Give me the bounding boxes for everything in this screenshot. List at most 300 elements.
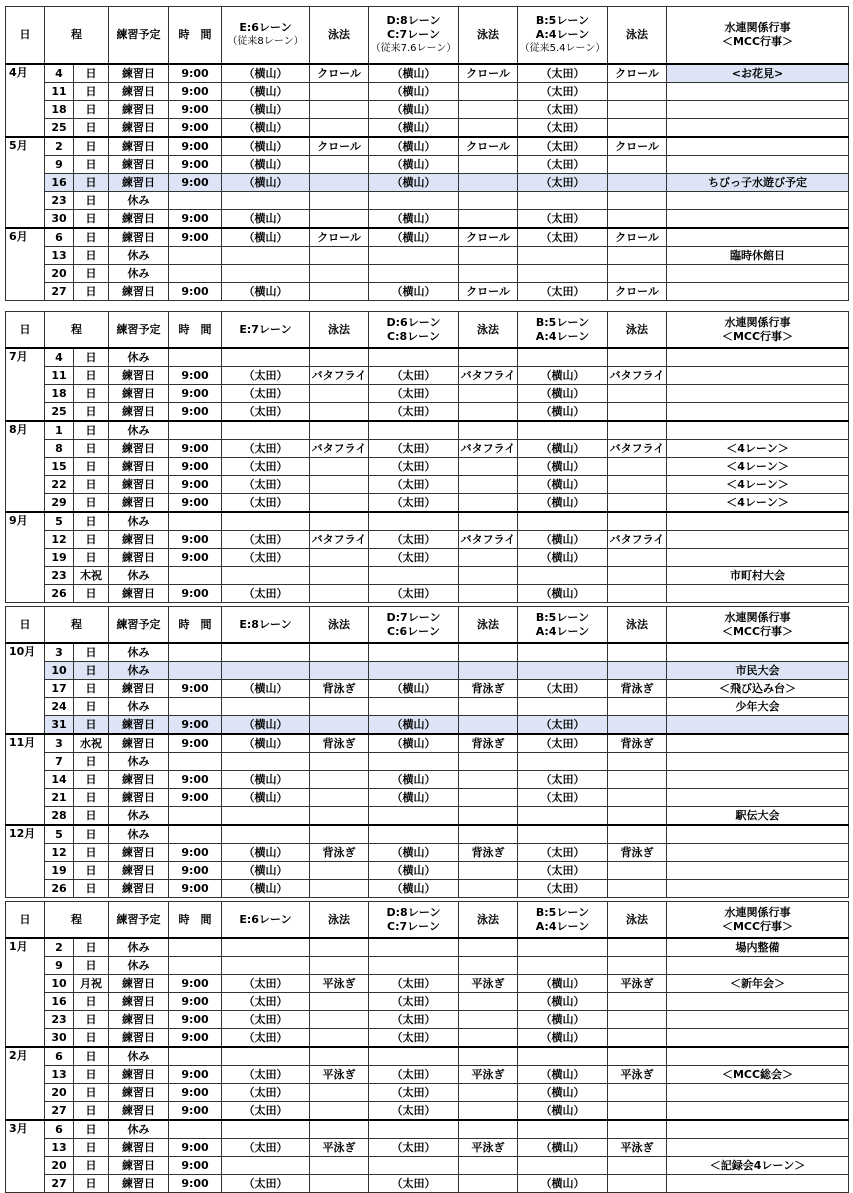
table-row — [6, 458, 849, 476]
stroke-cell — [310, 1029, 369, 1048]
stroke-cell — [608, 549, 667, 567]
stroke-cell — [310, 494, 369, 513]
event-cell: ＜新年会＞ — [667, 975, 849, 993]
stroke-cell — [459, 174, 518, 192]
time-cell: 9:00 — [169, 844, 222, 862]
time-cell — [169, 567, 222, 585]
time-cell — [169, 192, 222, 210]
weekday-cell: 日 — [74, 156, 109, 174]
stroke-cell — [459, 385, 518, 403]
stroke-cell — [608, 938, 667, 957]
event-cell: 市町村大会 — [667, 567, 849, 585]
stroke-cell — [310, 476, 369, 494]
lane-dc-coach: （横山） — [369, 862, 459, 880]
header-stroke: 泳法 — [310, 7, 369, 65]
stroke-cell — [459, 880, 518, 898]
stroke-cell — [608, 174, 667, 192]
day-cell: 4 — [45, 64, 74, 83]
stroke-cell — [459, 83, 518, 101]
lane-e-coach — [222, 192, 310, 210]
time-cell: 9:00 — [169, 1139, 222, 1157]
event-cell: ＜4レーン＞ — [667, 458, 849, 476]
header-time: 時 間 — [169, 7, 222, 65]
header-stroke: 泳法 — [459, 902, 518, 939]
plan-cell: 練習日 — [109, 174, 169, 192]
day-cell: 10 — [45, 662, 74, 680]
lane-e-coach: （太田） — [222, 1102, 310, 1121]
time-cell — [169, 938, 222, 957]
header-lane-e-line: E:8レーン — [239, 617, 292, 631]
header-events-line: 水連関係行事 — [724, 905, 791, 919]
header-plan: 練習予定 — [109, 902, 169, 939]
weekday-cell: 日 — [74, 385, 109, 403]
stroke-cell — [608, 753, 667, 771]
event-cell — [667, 1029, 849, 1048]
table-row — [6, 476, 849, 494]
weekday-cell: 日 — [74, 789, 109, 807]
weekday-cell: 日 — [74, 1047, 109, 1066]
lane-ba-coach — [518, 807, 608, 826]
time-cell — [169, 957, 222, 975]
lane-e-coach: （太田） — [222, 1175, 310, 1193]
table-row — [6, 993, 849, 1011]
plan-cell: 練習日 — [109, 137, 169, 156]
weekday-cell: 日 — [74, 1175, 109, 1193]
stroke-cell — [310, 210, 369, 229]
plan-cell: 練習日 — [109, 789, 169, 807]
lane-e-coach: （太田） — [222, 494, 310, 513]
time-cell: 9:00 — [169, 993, 222, 1011]
lane-dc-coach — [369, 348, 459, 367]
header-lane-dc-line: C:7レーン — [387, 919, 440, 933]
stroke-cell — [459, 156, 518, 174]
table-row — [6, 1157, 849, 1175]
table-row — [6, 1120, 849, 1139]
stroke-cell — [310, 938, 369, 957]
header-lane-ba-line: A:4レーン — [535, 624, 590, 638]
table-row — [6, 64, 849, 83]
lane-dc-coach: （横山） — [369, 771, 459, 789]
header-lane-ba — [518, 902, 608, 939]
stroke-cell — [310, 265, 369, 283]
lane-ba-coach — [518, 662, 608, 680]
weekday-cell: 日 — [74, 643, 109, 662]
table-row — [6, 228, 849, 247]
day-cell: 12 — [45, 844, 74, 862]
lane-ba-coach: （横山） — [518, 1139, 608, 1157]
lane-dc-coach — [369, 1157, 459, 1175]
day-cell: 13 — [45, 1066, 74, 1084]
header-lane-dc-line: D:8レーン — [386, 905, 441, 919]
event-cell — [667, 789, 849, 807]
weekday-cell: 日 — [74, 228, 109, 247]
lane-ba-coach: （横山） — [518, 458, 608, 476]
lane-e-coach: （横山） — [222, 137, 310, 156]
stroke-cell — [608, 1120, 667, 1139]
plan-cell: 練習日 — [109, 1011, 169, 1029]
plan-cell: 休み — [109, 512, 169, 531]
event-cell — [667, 210, 849, 229]
day-cell: 17 — [45, 680, 74, 698]
weekday-cell: 日 — [74, 421, 109, 440]
stroke-cell: 平泳ぎ — [459, 975, 518, 993]
lane-e-coach: （太田） — [222, 458, 310, 476]
lane-e-coach — [222, 938, 310, 957]
table-row — [6, 192, 849, 210]
table-row — [6, 119, 849, 138]
lane-e-coach: （横山） — [222, 101, 310, 119]
table-row — [6, 421, 849, 440]
time-cell — [169, 753, 222, 771]
event-cell — [667, 1139, 849, 1157]
time-cell — [169, 348, 222, 367]
lane-e-coach: （横山） — [222, 64, 310, 83]
day-cell: 2 — [45, 938, 74, 957]
header-lane-e — [222, 902, 310, 939]
stroke-cell: 背泳ぎ — [310, 844, 369, 862]
event-cell — [667, 137, 849, 156]
stroke-cell — [310, 771, 369, 789]
stroke-cell: バタフライ — [459, 367, 518, 385]
stroke-cell: 背泳ぎ — [608, 844, 667, 862]
lane-dc-coach: （太田） — [369, 1139, 459, 1157]
weekday-cell: 日 — [74, 825, 109, 844]
stroke-cell — [310, 1102, 369, 1121]
lane-ba-coach — [518, 957, 608, 975]
lane-ba-coach: （太田） — [518, 880, 608, 898]
day-cell: 20 — [45, 265, 74, 283]
stroke-cell: クロール — [459, 137, 518, 156]
lane-dc-coach — [369, 643, 459, 662]
header-date-b: 程 — [45, 312, 109, 349]
lane-dc-coach: （太田） — [369, 531, 459, 549]
table-row — [6, 494, 849, 513]
table-row — [6, 680, 849, 698]
stroke-cell — [459, 698, 518, 716]
stroke-cell — [608, 265, 667, 283]
weekday-cell: 日 — [74, 1066, 109, 1084]
time-cell: 9:00 — [169, 1175, 222, 1193]
lane-ba-coach — [518, 512, 608, 531]
lane-dc-coach: （太田） — [369, 975, 459, 993]
event-cell — [667, 993, 849, 1011]
plan-cell: 練習日 — [109, 283, 169, 301]
header-date-b: 程 — [45, 902, 109, 939]
plan-cell: 練習日 — [109, 64, 169, 83]
header-plan: 練習予定 — [109, 7, 169, 65]
lane-dc-coach: （太田） — [369, 367, 459, 385]
table-row — [6, 83, 849, 101]
stroke-cell — [459, 1157, 518, 1175]
stroke-cell — [608, 1029, 667, 1048]
stroke-cell — [459, 265, 518, 283]
lane-e-coach: （太田） — [222, 385, 310, 403]
lane-dc-coach — [369, 698, 459, 716]
day-cell: 11 — [45, 367, 74, 385]
weekday-cell: 日 — [74, 1120, 109, 1139]
header-lane-ba-line: B:5レーン — [535, 610, 590, 624]
stroke-cell — [310, 174, 369, 192]
lane-dc-coach — [369, 957, 459, 975]
stroke-cell — [608, 698, 667, 716]
plan-cell: 休み — [109, 957, 169, 975]
day-cell: 27 — [45, 1102, 74, 1121]
header-lane-ba — [518, 607, 608, 644]
table-row — [6, 531, 849, 549]
plan-cell: 練習日 — [109, 1029, 169, 1048]
stroke-cell: クロール — [608, 228, 667, 247]
time-cell: 9:00 — [169, 531, 222, 549]
time-cell: 9:00 — [169, 210, 222, 229]
stroke-cell — [310, 458, 369, 476]
stroke-cell — [459, 957, 518, 975]
lane-ba-coach: （太田） — [518, 789, 608, 807]
plan-cell: 練習日 — [109, 771, 169, 789]
lane-dc-coach: （横山） — [369, 228, 459, 247]
day-cell: 11 — [45, 83, 74, 101]
plan-cell: 休み — [109, 265, 169, 283]
lane-dc-coach: （横山） — [369, 880, 459, 898]
plan-cell: 休み — [109, 698, 169, 716]
event-cell — [667, 421, 849, 440]
table-row — [6, 567, 849, 585]
lane-ba-coach: （横山） — [518, 531, 608, 549]
header-stroke: 泳法 — [608, 312, 667, 349]
header-events-line: ＜MCC行事＞ — [721, 329, 794, 343]
weekday-cell: 日 — [74, 938, 109, 957]
plan-cell: 練習日 — [109, 716, 169, 735]
weekday-cell: 日 — [74, 348, 109, 367]
stroke-cell — [459, 789, 518, 807]
lane-e-coach — [222, 247, 310, 265]
header-date-a: 日 — [6, 607, 45, 644]
stroke-cell — [310, 83, 369, 101]
stroke-cell — [459, 938, 518, 957]
table-row — [6, 1084, 849, 1102]
lane-ba-coach: （横山） — [518, 585, 608, 603]
weekday-cell: 日 — [74, 549, 109, 567]
header-lane-dc — [369, 902, 459, 939]
lane-dc-coach: （横山） — [369, 83, 459, 101]
header-lane-e — [222, 7, 310, 65]
stroke-cell — [310, 753, 369, 771]
day-cell: 2 — [45, 137, 74, 156]
time-cell: 9:00 — [169, 228, 222, 247]
header-lane-ba — [518, 312, 608, 349]
day-cell: 29 — [45, 494, 74, 513]
weekday-cell: 日 — [74, 585, 109, 603]
stroke-cell — [310, 403, 369, 422]
stroke-cell — [608, 156, 667, 174]
time-cell: 9:00 — [169, 1084, 222, 1102]
table-row — [6, 662, 849, 680]
time-cell — [169, 825, 222, 844]
weekday-cell: 日 — [74, 440, 109, 458]
time-cell: 9:00 — [169, 385, 222, 403]
stroke-cell: 平泳ぎ — [310, 1139, 369, 1157]
stroke-cell — [310, 1084, 369, 1102]
time-cell: 9:00 — [169, 174, 222, 192]
lane-ba-coach: （太田） — [518, 771, 608, 789]
weekday-cell: 日 — [74, 753, 109, 771]
plan-cell: 休み — [109, 1047, 169, 1066]
lane-ba-coach: （横山） — [518, 1011, 608, 1029]
plan-cell: 練習日 — [109, 494, 169, 513]
plan-cell: 練習日 — [109, 1157, 169, 1175]
stroke-cell — [310, 585, 369, 603]
day-cell: 12 — [45, 531, 74, 549]
event-cell — [667, 880, 849, 898]
plan-cell: 練習日 — [109, 975, 169, 993]
lane-dc-coach: （太田） — [369, 458, 459, 476]
plan-cell: 練習日 — [109, 119, 169, 138]
stroke-cell — [608, 880, 667, 898]
stroke-cell: 平泳ぎ — [608, 1066, 667, 1084]
header-lane-dc-line: D:7レーン — [386, 610, 441, 624]
lane-ba-coach: （横山） — [518, 993, 608, 1011]
month-label: 6月 — [6, 228, 45, 301]
header-time: 時 間 — [169, 902, 222, 939]
plan-cell: 休み — [109, 753, 169, 771]
event-cell — [667, 771, 849, 789]
table-row — [6, 1066, 849, 1084]
lane-e-coach: （横山） — [222, 210, 310, 229]
table-row — [6, 1047, 849, 1066]
event-cell — [667, 716, 849, 735]
lane-ba-coach: （太田） — [518, 64, 608, 83]
header-events-line: 水連関係行事 — [724, 610, 791, 624]
lane-e-coach: （横山） — [222, 156, 310, 174]
table-row — [6, 585, 849, 603]
lane-dc-coach: （横山） — [369, 789, 459, 807]
time-cell — [169, 1047, 222, 1066]
header-events-line: 水連関係行事 — [724, 21, 791, 34]
weekday-cell: 日 — [74, 210, 109, 229]
lane-ba-coach: （横山） — [518, 1084, 608, 1102]
plan-cell: 練習日 — [109, 734, 169, 753]
time-cell: 9:00 — [169, 494, 222, 513]
day-cell: 25 — [45, 119, 74, 138]
event-cell — [667, 957, 849, 975]
stroke-cell — [310, 993, 369, 1011]
lane-dc-coach — [369, 421, 459, 440]
schedule-table — [5, 901, 849, 1193]
lane-ba-coach: （太田） — [518, 734, 608, 753]
lane-ba-coach: （太田） — [518, 137, 608, 156]
lane-dc-coach: （横山） — [369, 734, 459, 753]
weekday-cell: 日 — [74, 119, 109, 138]
time-cell: 9:00 — [169, 440, 222, 458]
lane-ba-coach: （太田） — [518, 101, 608, 119]
time-cell: 9:00 — [169, 83, 222, 101]
lane-ba-coach: （横山） — [518, 367, 608, 385]
stroke-cell — [608, 192, 667, 210]
month-label: 2月 — [6, 1047, 45, 1120]
lane-ba-coach: （太田） — [518, 680, 608, 698]
table-row — [6, 975, 849, 993]
lane-dc-coach — [369, 753, 459, 771]
stroke-cell: クロール — [459, 283, 518, 301]
header-lane-dc-line: C:7レーン — [387, 28, 440, 41]
day-cell: 6 — [45, 1047, 74, 1066]
plan-cell: 休み — [109, 938, 169, 957]
event-cell: ＜4レーン＞ — [667, 476, 849, 494]
event-cell: ＜飛び込み台＞ — [667, 680, 849, 698]
event-cell — [667, 283, 849, 301]
stroke-cell — [310, 716, 369, 735]
day-cell: 18 — [45, 385, 74, 403]
stroke-cell — [459, 567, 518, 585]
weekday-cell: 日 — [74, 1029, 109, 1048]
month-label: 4月 — [6, 64, 45, 137]
time-cell — [169, 807, 222, 826]
month-label: 3月 — [6, 1120, 45, 1193]
plan-cell: 練習日 — [109, 1084, 169, 1102]
stroke-cell: 平泳ぎ — [310, 975, 369, 993]
event-cell: ＜4レーン＞ — [667, 494, 849, 513]
day-cell: 3 — [45, 734, 74, 753]
month-label: 5月 — [6, 137, 45, 228]
time-cell — [169, 247, 222, 265]
stroke-cell — [608, 862, 667, 880]
day-cell: 16 — [45, 993, 74, 1011]
stroke-cell — [459, 1102, 518, 1121]
header-events-line: ＜MCC行事＞ — [721, 919, 794, 933]
stroke-cell: クロール — [310, 228, 369, 247]
schedule-table — [5, 606, 849, 898]
table-row — [6, 862, 849, 880]
event-cell — [667, 1084, 849, 1102]
lane-ba-coach: （横山） — [518, 403, 608, 422]
lane-e-coach — [222, 1120, 310, 1139]
header-time: 時 間 — [169, 312, 222, 349]
lane-dc-coach: （太田） — [369, 1102, 459, 1121]
header-stroke: 泳法 — [608, 607, 667, 644]
lane-e-coach: （横山） — [222, 174, 310, 192]
stroke-cell — [310, 789, 369, 807]
stroke-cell: 背泳ぎ — [459, 680, 518, 698]
header-plan: 練習予定 — [109, 607, 169, 644]
weekday-cell: 日 — [74, 101, 109, 119]
header-lane-e — [222, 607, 310, 644]
plan-cell: 休み — [109, 643, 169, 662]
table-row — [6, 880, 849, 898]
stroke-cell — [310, 880, 369, 898]
event-cell — [667, 101, 849, 119]
event-cell — [667, 192, 849, 210]
stroke-cell — [608, 716, 667, 735]
lane-ba-coach: （太田） — [518, 716, 608, 735]
header-date-b: 程 — [45, 7, 109, 65]
stroke-cell — [310, 348, 369, 367]
day-cell: 9 — [45, 156, 74, 174]
stroke-cell: バタフライ — [608, 440, 667, 458]
header-events — [667, 7, 849, 65]
day-cell: 23 — [45, 1011, 74, 1029]
day-cell: 10 — [45, 975, 74, 993]
weekday-cell: 木祝 — [74, 567, 109, 585]
stroke-cell: 平泳ぎ — [608, 1139, 667, 1157]
lane-e-coach: （横山） — [222, 228, 310, 247]
lane-ba-coach — [518, 753, 608, 771]
month-label: 12月 — [6, 825, 45, 898]
lane-ba-coach: （横山） — [518, 1029, 608, 1048]
header-lane-e-line: E:6レーン — [239, 21, 292, 34]
stroke-cell — [310, 421, 369, 440]
plan-cell: 練習日 — [109, 403, 169, 422]
day-cell: 31 — [45, 716, 74, 735]
table-row — [6, 367, 849, 385]
